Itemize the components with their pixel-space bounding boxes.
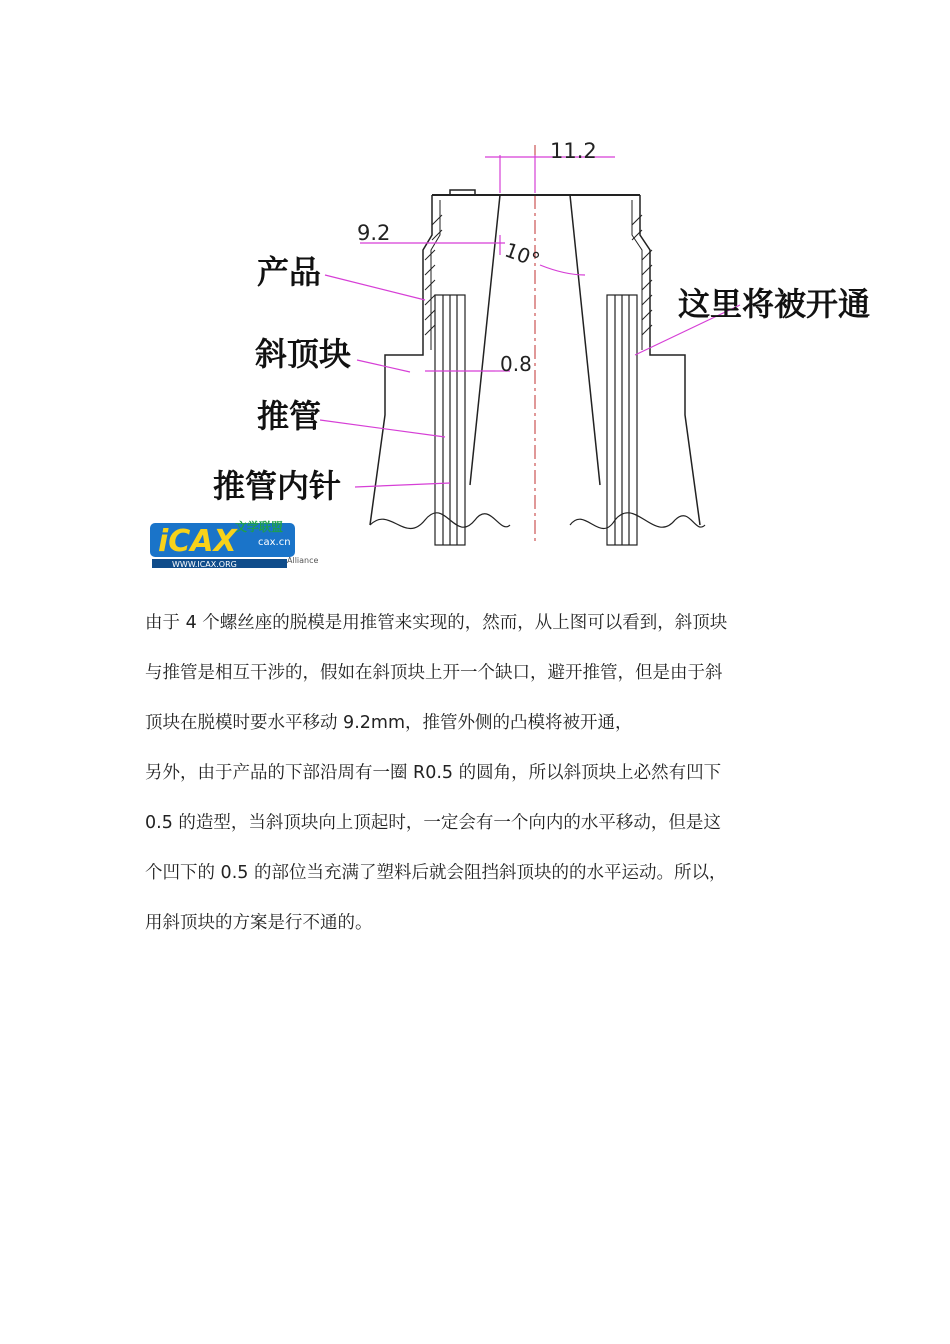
logo-url-text: WWW.ICAX.ORG bbox=[172, 560, 237, 569]
dimension-0-8-text: 0.8 bbox=[500, 352, 532, 376]
paragraph-line: 另外，由于产品的下部沿周有一圈 R0.5 的圆角，所以斜顶块上必然有凹下 bbox=[145, 763, 722, 783]
paragraph-line: 顶块在脱模时要水平移动 9.2mm，推管外侧的凸模将被开通， bbox=[145, 713, 633, 733]
paragraph-line: 由于 4 个螺丝座的脱模是用推管来实现的，然而，从上图可以看到，斜顶块 bbox=[145, 613, 728, 633]
logo-cn-text: 文学联盟 bbox=[235, 520, 284, 534]
ejector-sleeve-right bbox=[607, 295, 637, 545]
leader-lines bbox=[320, 275, 740, 487]
product-outline-right bbox=[640, 195, 660, 355]
dimension-11-2-text: 11.2 bbox=[550, 139, 597, 163]
product-hatch bbox=[425, 215, 652, 335]
dimension-9-2-text: 9.2 bbox=[357, 221, 391, 245]
dimension-10-deg-text: 10° bbox=[501, 237, 544, 273]
label-will-be-opened: 这里将被开通 bbox=[678, 285, 871, 323]
lifter-left bbox=[370, 355, 413, 525]
lifter-right bbox=[660, 355, 700, 525]
paragraph-line: 与推管是相互干涉的，假如在斜顶块上开一个缺口，避开推管，但是由于斜 bbox=[145, 663, 723, 683]
paragraph-line: 0.5 的造型，当斜顶块向上顶起时，一定会有一个向内的水平移动，但是这 bbox=[145, 813, 721, 833]
paragraph-1 bbox=[145, 598, 825, 748]
label-lifter: 斜顶块 bbox=[255, 335, 352, 373]
logo-domain-text: cax.cn bbox=[258, 537, 291, 548]
paragraph-2 bbox=[145, 748, 825, 948]
logo-tagline-text: Alliance bbox=[287, 556, 319, 565]
paragraph-line: 用斜顶块的方案是行不通的。 bbox=[145, 913, 373, 933]
break-line-left bbox=[370, 513, 510, 529]
watermark-logo bbox=[150, 515, 320, 570]
paragraph-line: 个凹下的 0.5 的部位当充满了塑料后就会阻挡斜顶块的的水平运动。所以， bbox=[145, 863, 727, 883]
core-taper-left bbox=[470, 195, 500, 485]
label-ejector-pin: 推管内针 bbox=[213, 467, 342, 505]
core-taper-right bbox=[570, 195, 600, 485]
logo-brand-text: iCAX bbox=[158, 524, 237, 559]
ejector-sleeve-left bbox=[435, 295, 465, 545]
label-ejector-sleeve: 推管 bbox=[257, 397, 322, 435]
label-product: 产品 bbox=[257, 253, 322, 291]
